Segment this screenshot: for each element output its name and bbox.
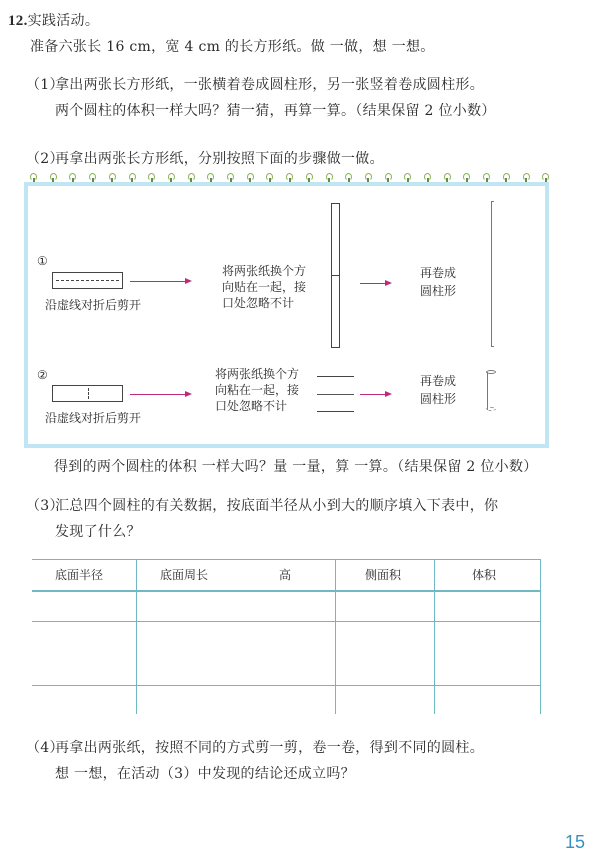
ring-icon <box>444 173 451 181</box>
cell-lateral-row1[interactable] <box>336 592 434 621</box>
table-col-border <box>540 559 541 714</box>
part4-line1: 再拿出两张纸，按照不同的方式剪一剪，卷一卷，得到不同的圆柱。 <box>55 740 484 756</box>
step2-paper <box>52 385 123 402</box>
ring-icon <box>385 173 392 181</box>
problem-header <box>8 12 99 30</box>
problem-intro: 准备六张长 16 cm，宽 4 cm 的长方形纸。做 一做，想 一想。 <box>30 39 435 55</box>
cylinder-top-ellipse <box>486 370 496 374</box>
table-header-circumference: 底面周长 <box>160 568 209 582</box>
ring-icon <box>483 173 490 181</box>
cell-volume-row1[interactable] <box>435 592 540 621</box>
cell-radius-row3[interactable] <box>32 686 136 714</box>
cell-circ-height-row2[interactable] <box>137 622 335 685</box>
ring-icon <box>345 173 352 181</box>
step2-mid-line1: 将两张纸换个方 <box>215 367 300 381</box>
ring-icon <box>266 173 273 181</box>
page-number: 15 <box>565 832 586 852</box>
step2-right-line1: 再卷成 <box>420 374 457 388</box>
arrow-step2-b <box>360 394 390 395</box>
ring-icon <box>50 173 57 181</box>
cylinder-bottom-cap <box>491 346 494 347</box>
ring-icon <box>542 173 549 181</box>
arrow-step1-a <box>130 281 190 282</box>
ring-icon <box>148 173 155 181</box>
step1-marker: ① <box>37 254 48 268</box>
ring-icon <box>227 173 234 181</box>
step1-right-line1: 再卷成 <box>420 266 457 280</box>
ring-icon <box>404 173 411 181</box>
part1-line1: 拿出两张长方形纸，一张横着卷成圆柱形，另一张竖着卷成圆柱形。 <box>55 77 484 93</box>
part2-line1: 再拿出两张长方形纸，分别按照下面的步骤做一做。 <box>55 151 384 167</box>
step1-mid-line3: 口处忽略不计 <box>222 296 295 310</box>
cylinder-top-cap <box>491 201 494 202</box>
cell-volume-row2[interactable] <box>435 622 540 685</box>
ring-icon <box>188 173 195 181</box>
step2-mid-line2: 向粘在一起，接 <box>215 383 300 397</box>
step2-caption: 沿虚线对折后剪开 <box>45 411 142 425</box>
step1-joined-strip <box>331 203 340 348</box>
strip-seam <box>332 275 339 276</box>
part4-line2: 想 一想，在活动（3）中发现的结论还成立吗？ <box>55 766 355 782</box>
table-header-height: 高 <box>279 568 292 582</box>
ring-icon <box>463 173 470 181</box>
step2-marker: ② <box>37 368 48 382</box>
short-wide-cylinder <box>487 372 488 410</box>
ring-icon <box>30 173 37 181</box>
part1-label: （1） <box>26 77 64 93</box>
cell-volume-row3[interactable] <box>435 686 540 714</box>
ring-icon <box>109 173 116 181</box>
step2-right-line2: 圆柱形 <box>420 392 457 406</box>
ring-icon <box>424 173 431 181</box>
part4-label: （4） <box>26 740 64 756</box>
step2-mid-line3: 口处忽略不计 <box>215 399 288 413</box>
horizontal-dashed-fold-line <box>56 280 119 281</box>
table-top-border <box>32 559 541 560</box>
vertical-dashed-fold-line <box>88 388 89 399</box>
table-header-radius: 底面半径 <box>55 568 104 582</box>
part1-line2: 两个圆柱的体积一样大吗？猜一猜，再算一算。（结果保留 2 位小数） <box>55 103 496 119</box>
ring-icon <box>326 173 333 181</box>
cell-lateral-row2[interactable] <box>336 622 434 685</box>
sheet-seam <box>317 394 354 395</box>
step1-caption: 沿虚线对折后剪开 <box>45 298 142 312</box>
cell-circ-height-row1[interactable] <box>137 592 335 621</box>
arrow-step1-b <box>360 283 390 284</box>
cell-lateral-row3[interactable] <box>336 686 434 714</box>
cell-circ-height-row3[interactable] <box>137 686 335 714</box>
part3-line2: 发现了什么？ <box>55 524 141 540</box>
notebook-rings <box>30 173 550 187</box>
ring-icon <box>69 173 76 181</box>
step1-right-line2: 圆柱形 <box>420 284 457 298</box>
ring-icon <box>207 173 214 181</box>
ring-icon <box>129 173 136 181</box>
ring-icon <box>306 173 313 181</box>
table-header-lateral-area: 侧面积 <box>365 568 402 582</box>
cell-radius-row1[interactable] <box>32 592 136 621</box>
problem-number: 12. <box>8 13 28 29</box>
step1-paper <box>52 272 123 289</box>
part3-label: （3） <box>26 498 64 514</box>
part3-line1: 汇总四个圆柱的有关数据，按底面半径从小到大的顺序填入下表中，你 <box>55 498 499 514</box>
step1-mid-line1: 将两张纸换个方 <box>222 264 307 278</box>
part2-followup: 得到的两个圆柱的体积 一样大吗？量 一量，算 一算。（结果保留 2 位小数） <box>54 459 538 475</box>
ring-icon <box>247 173 254 181</box>
cylinder-bottom-ellipse <box>486 407 496 411</box>
tall-thin-cylinder <box>491 201 492 347</box>
arrow-step2-a <box>130 394 190 395</box>
ring-icon <box>89 173 96 181</box>
cell-radius-row2[interactable] <box>32 622 136 685</box>
step2-joined-sheet <box>317 376 354 412</box>
ring-icon <box>503 173 510 181</box>
ring-icon <box>365 173 372 181</box>
step1-mid-line2: 向贴在一起，接 <box>222 280 307 294</box>
table-header-volume: 体积 <box>472 568 497 582</box>
ring-icon <box>168 173 175 181</box>
ring-icon <box>523 173 530 181</box>
ring-icon <box>286 173 293 181</box>
problem-title: 实践活动。 <box>27 13 100 29</box>
part2-label: （2） <box>26 151 64 167</box>
